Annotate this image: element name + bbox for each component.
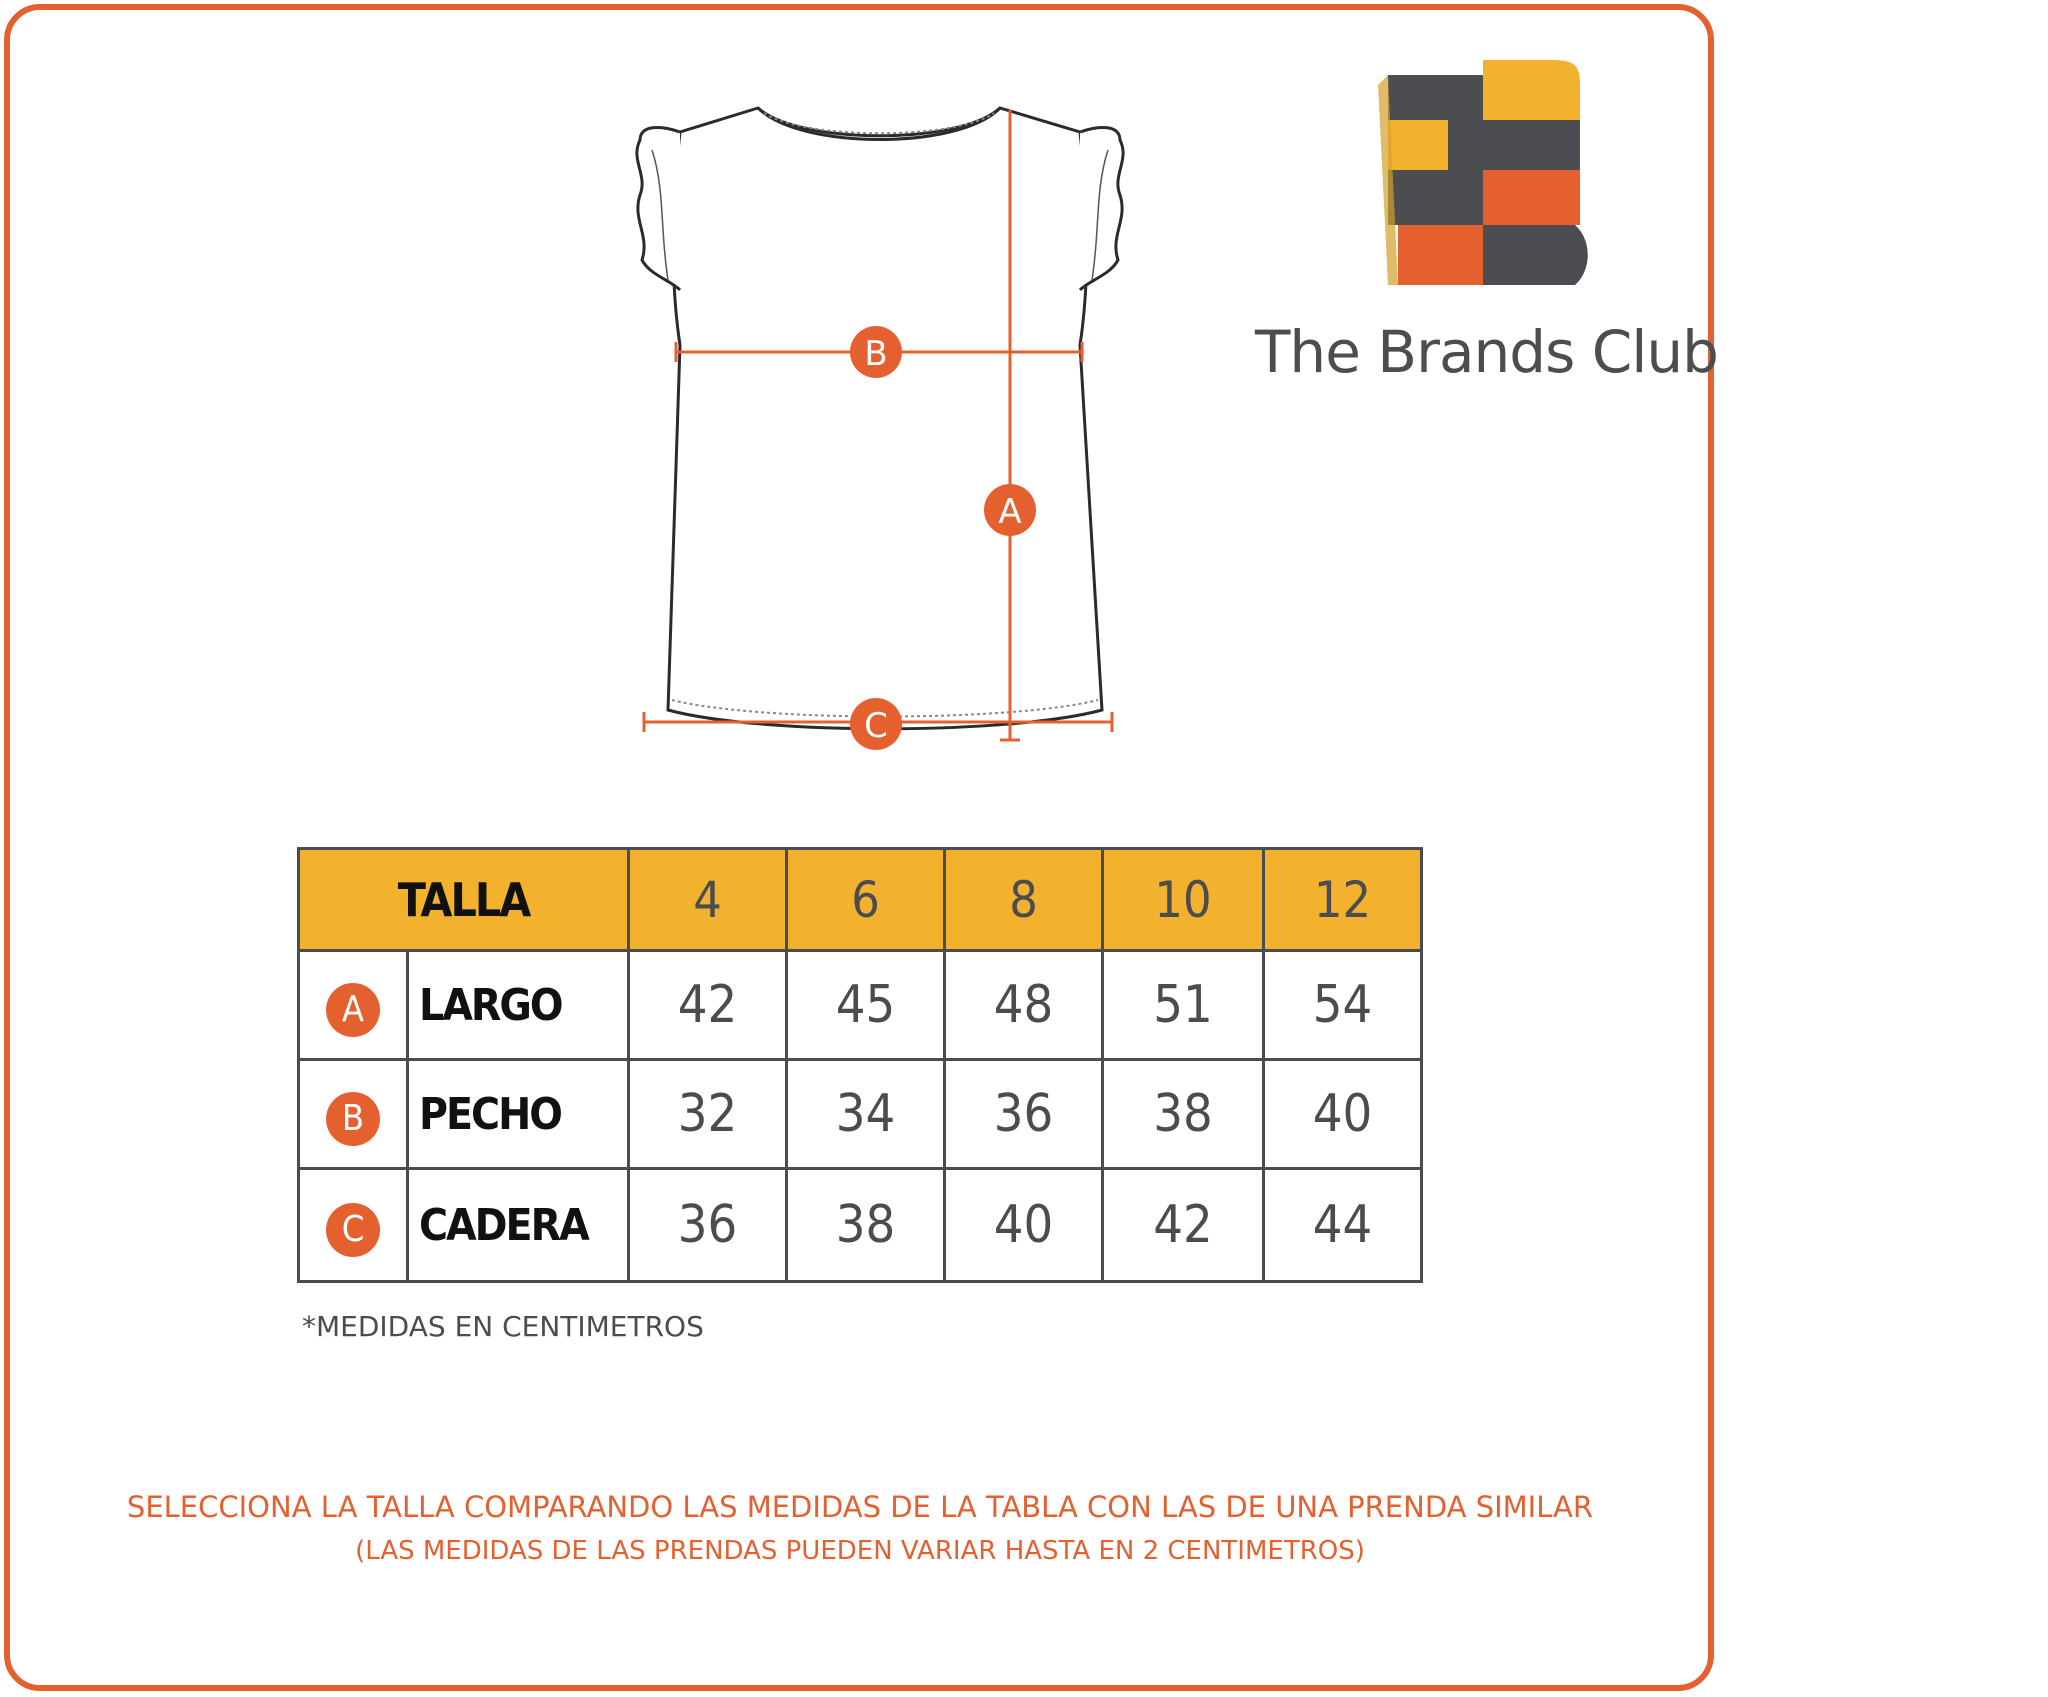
row-badge-cell (299, 1060, 408, 1169)
shirt-outline (668, 108, 1102, 729)
badge-c: C (326, 1203, 380, 1257)
table-cell: 42 (629, 951, 787, 1060)
table-cell: 36 (629, 1169, 787, 1282)
table-cell: 45 (787, 951, 945, 1060)
row-name: CADERA (408, 1169, 629, 1282)
table-row (299, 1060, 1422, 1169)
size-table (297, 847, 1423, 1283)
row-name: PECHO (408, 1060, 629, 1169)
right-sleeve (1080, 127, 1123, 290)
row-badge-cell (299, 1169, 408, 1282)
header-size: 12 (1264, 849, 1422, 951)
table-header-row (299, 849, 1422, 951)
table-cell: 38 (1103, 1060, 1264, 1169)
header-size: 4 (629, 849, 787, 951)
header-size: 10 (1103, 849, 1264, 951)
row-badge-cell (299, 951, 408, 1060)
header-size: 6 (787, 849, 945, 951)
table-cell: 44 (1264, 1169, 1422, 1282)
table-cell: 34 (787, 1060, 945, 1169)
table-cell: 51 (1103, 951, 1264, 1060)
header-talla: TALLA (299, 849, 629, 951)
table-cell: 32 (629, 1060, 787, 1169)
table-cell: 38 (787, 1169, 945, 1282)
left-sleeve (637, 127, 680, 290)
table-cell: 54 (1264, 951, 1422, 1060)
measurement-note: *MEDIDAS EN CENTIMETROS (302, 1310, 704, 1343)
header-size: 8 (945, 849, 1103, 951)
table-cell: 42 (1103, 1169, 1264, 1282)
table-cell: 36 (945, 1060, 1103, 1169)
row-name: LARGO (408, 951, 629, 1060)
table-cell: 40 (945, 1169, 1103, 1282)
footer-disclaimer: (LAS MEDIDAS DE LAS PRENDAS PUEDEN VARIAR HASTA EN 2 CENTIMETROS) (355, 1536, 1365, 1566)
table-row (299, 951, 1422, 1060)
badge-a: A (326, 983, 380, 1037)
table-cell: 48 (945, 951, 1103, 1060)
brand-name: The Brands Club (1255, 318, 1718, 386)
garment-diagram (600, 80, 1160, 800)
table-cell: 40 (1264, 1060, 1422, 1169)
marker-a-label: A (998, 492, 1022, 532)
footer-instruction: SELECCIONA LA TALLA COMPARANDO LAS MEDIDAS DE LA TABLA CON LAS DE UNA PRENDA SIMILAR (126, 1490, 1594, 1524)
marker-b-label: B (864, 334, 888, 374)
marker-c-label: C (864, 706, 888, 746)
table-row (299, 1169, 1422, 1282)
badge-b: B (326, 1092, 380, 1146)
